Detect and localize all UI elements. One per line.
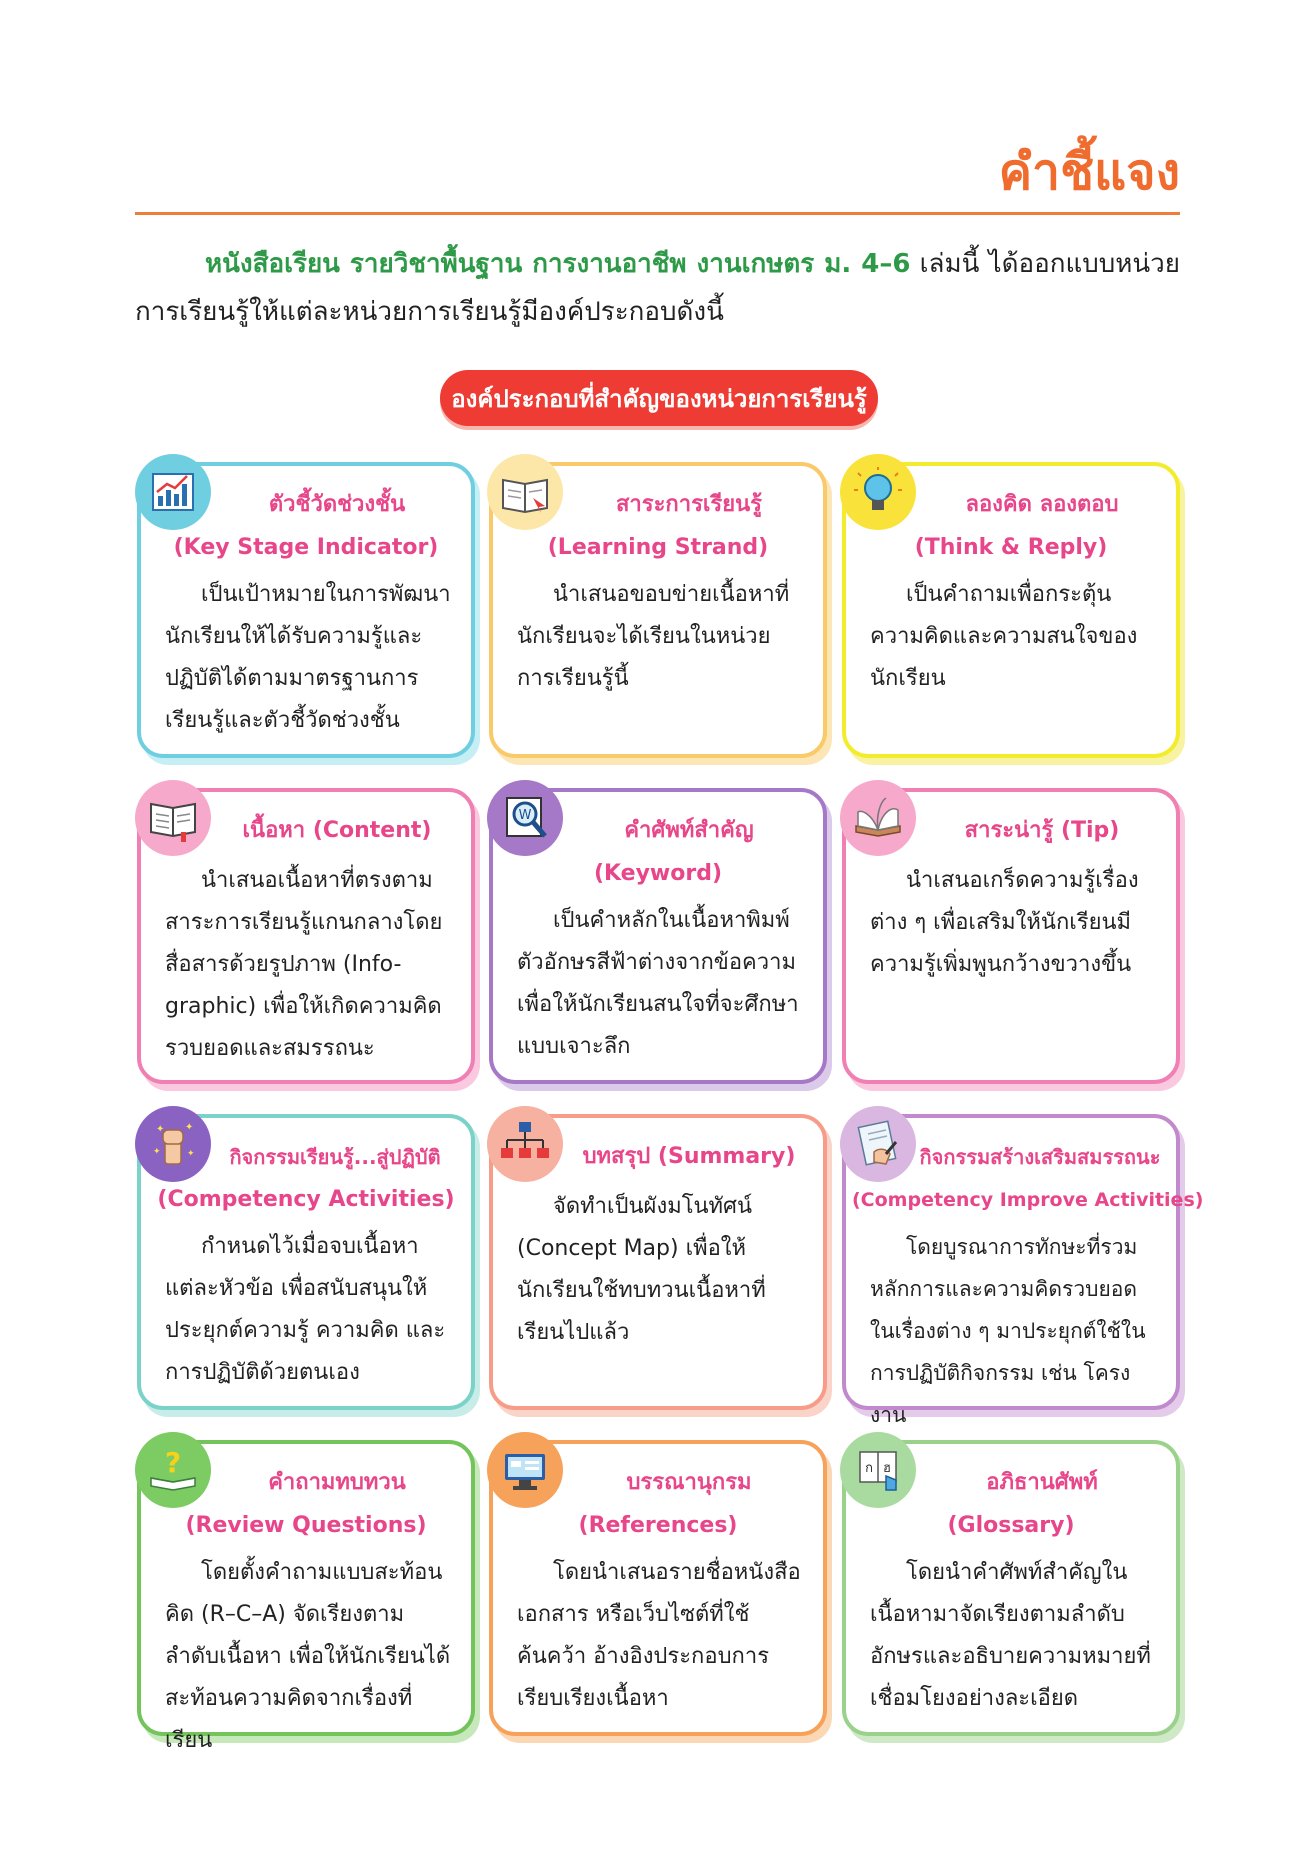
card-title: คำถามทบทวน: [268, 1470, 406, 1495]
card-key-stage-indicator: [137, 462, 475, 758]
concept-map-icon: [487, 1106, 563, 1182]
page-title: คำชี้แจง: [998, 143, 1180, 201]
card-review-questions: [137, 1440, 475, 1753]
components-banner: องค์ประกอบที่สำคัญของหน่วยการเรียนรู้: [440, 370, 878, 426]
intro-paragraph: [135, 240, 1180, 336]
card-subtitle: (References): [578, 1513, 738, 1538]
svg-text:✦: ✦: [187, 1149, 195, 1159]
writing-hand-icon: [840, 1106, 916, 1182]
card-learning-strand: [489, 462, 827, 758]
title-rule: [135, 212, 1180, 215]
card-title: บทสรุป (Summary): [582, 1144, 796, 1169]
card-title: ลองคิด ลองตอบ: [965, 492, 1119, 517]
card-body: นำเสนอเนื้อหาที่ตรงตามสาระการเรียนรู้แกนกลางโดยสื่อสารด้วยรูปภาพ (Info-graphic) เพื่อให้เกิดความคิดรวบยอดและสมรรถนะ: [165, 868, 443, 1061]
card-body: เป็นคำหลักในเนื้อหาพิมพ์ตัวอักษรสีฟ้าต่างจากข้อความเพื่อให้นักเรียนสนใจที่จะศึกษาแบบเจาะลึก: [517, 908, 799, 1059]
computer-icon: [487, 1432, 563, 1508]
card-title: สาระน่ารู้ (Tip): [964, 818, 1120, 843]
card-body: โดยนำเสนอรายชื่อหนังสือเอกสาร หรือเว็บไซต์ที่ใช้ค้นคว้า อ้างอิงประกอบการเรียบเรียงเนื้อหา: [517, 1560, 801, 1711]
card-competency-improve: [842, 1114, 1204, 1427]
card-body: นำเสนอเกร็ดความรู้เรื่องต่าง ๆ เพื่อเสริมให้นักเรียนมีความรู้เพิ่มพูนกว้างขวางขึ้น: [870, 868, 1139, 977]
card-subtitle: (Think & Reply): [914, 535, 1108, 560]
chart-icon: [135, 454, 211, 530]
card-title: บรรณานุกรม: [626, 1470, 752, 1495]
card-title: สาระการเรียนรู้: [616, 492, 762, 517]
card-subtitle: (Key Stage Indicator): [173, 535, 439, 560]
card-subtitle: (Competency Improve Activities): [852, 1189, 1204, 1211]
card-subtitle: (Competency Activities): [157, 1187, 455, 1212]
card-subtitle: (Learning Strand): [547, 535, 769, 560]
card-subtitle: (Review Questions): [185, 1513, 427, 1538]
card-body: จัดทำเป็นผังมโนทัศน์ (Concept Map) เพื่อให้นักเรียนใช้ทบทวนเนื้อหาที่เรียนไปแล้ว: [517, 1194, 766, 1345]
glossary-icon: [840, 1432, 916, 1508]
book-icon: [135, 780, 211, 856]
card-body: โดยตั้งคำถามแบบสะท้อนคิด (R–C–A) จัดเรียงตามลำดับเนื้อหา เพื่อให้นักเรียนได้สะท้อนความคิดจากเรื่องที่เรียน: [165, 1560, 451, 1753]
svg-text:✦: ✦: [156, 1124, 165, 1135]
svg-text:?: ?: [164, 1446, 182, 1479]
card-title: ตัวชี้วัดช่วงชั้น: [268, 492, 406, 517]
card-title: อภิธานศัพท์: [986, 1470, 1098, 1495]
card-body: กำหนดไว้เมื่อจบเนื้อหาแต่ละหัวข้อ เพื่อสนับสนุนให้ประยุกต์ความรู้ ความคิด และการปฏิบัติด้วยตนเอง: [165, 1234, 446, 1385]
card-body: โดยบูรณาการทักษะที่รวมหลักการและความคิดรวบยอดในเรื่องต่าง ๆ มาประยุกต์ใช้ในการปฏิบัติกิจกรรม เช่น โครงงาน: [870, 1235, 1146, 1427]
card-body: โดยนำคำศัพท์สำคัญในเนื้อหามาจัดเรียงตามลำดับอักษรและอธิบายความหมายที่เชื่อมโยงอย่างละเอียด: [870, 1560, 1151, 1711]
card-content: [137, 788, 475, 1084]
intro-book-name: หนังสือเรียน รายวิชาพื้นฐาน การงานอาชีพ งานเกษตร ม. 4–6: [205, 249, 911, 279]
card-title: เนื้อหา (Content): [242, 818, 432, 843]
card-tip: [842, 788, 1180, 1084]
magnifier-icon: [487, 780, 563, 856]
intro-text: เล่มนี้ ได้ออกแบบหน่วยการเรียนรู้ให้แต่ละหน่วยการเรียนรู้มีองค์ประกอบดังนี้: [135, 249, 1180, 327]
card-subtitle: (Glossary): [947, 1513, 1075, 1538]
svg-text:ฮ: ฮ: [883, 1461, 891, 1476]
card-competency-activities: [137, 1114, 475, 1410]
card-title: คำศัพท์สำคัญ: [624, 818, 754, 843]
card-body: นำเสนอขอบข่ายเนื้อหาที่นักเรียนจะได้เรียนในหน่วยการเรียนรู้นี้: [517, 582, 790, 691]
card-body: เป็นเป้าหมายในการพัฒนานักเรียนให้ได้รับความรู้และปฏิบัติได้ตามมาตรฐานการเรียนรู้และตัวชี้วัดช่วงชั้น: [165, 582, 451, 733]
svg-text:✦: ✦: [153, 1147, 161, 1157]
svg-text:ก: ก: [865, 1461, 873, 1476]
card-references: [489, 1440, 827, 1736]
card-subtitle: (Keyword): [593, 861, 723, 886]
card-think-reply: [842, 462, 1180, 758]
lightbulb-icon: [840, 454, 916, 530]
card-glossary: [842, 1440, 1180, 1736]
open-book-icon: [487, 454, 563, 530]
flipping-book-icon: [840, 780, 916, 856]
card-title: กิจกรรมสร้างเสริมสมรรถนะ: [919, 1145, 1161, 1169]
card-keyword: [489, 788, 827, 1084]
svg-text:W: W: [518, 808, 532, 823]
card-body: เป็นคำถามเพื่อกระตุ้นความคิดและความสนใจของนักเรียน: [870, 582, 1138, 691]
raised-fist-icon: [135, 1106, 211, 1182]
card-summary: [489, 1114, 827, 1410]
card-title: กิจกรรมเรียนรู้...สู่ปฏิบัติ: [229, 1145, 441, 1169]
question-book-icon: [135, 1432, 211, 1508]
svg-text:✦: ✦: [185, 1122, 194, 1133]
